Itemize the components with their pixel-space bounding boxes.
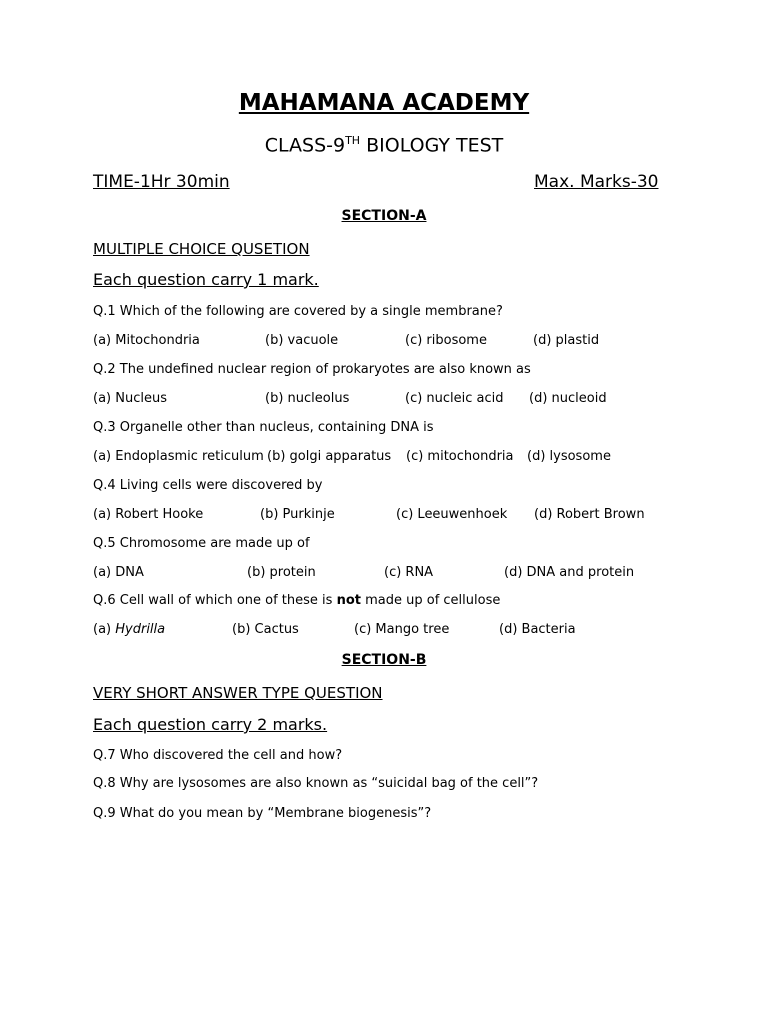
q2-option-c: (c) nucleic acid: [405, 391, 504, 406]
class-superscript: TH: [345, 134, 361, 147]
q1-option-c: (c) ribosome: [405, 333, 487, 348]
class-prefix: CLASS-9: [264, 134, 346, 157]
q4-option-b: (b) Purkinje: [260, 507, 335, 522]
test-title: [0, 134, 768, 156]
q2-option-d: (d) nucleoid: [529, 391, 607, 406]
section-b-title: SECTION-B: [341, 652, 427, 668]
q2-option-b: (b) nucleolus: [265, 391, 350, 406]
q4-option-a: (a) Robert Hooke: [93, 507, 204, 522]
q5-option-b: (b) protein: [247, 565, 316, 580]
q5-option-d: (d) DNA and protein: [504, 565, 635, 580]
q6-option-b: (b) Cactus: [232, 622, 299, 637]
q6-option-c: (c) Mango tree: [354, 622, 450, 637]
class-suffix: BIOLOGY TEST: [360, 134, 504, 157]
q4-option-d: (d) Robert Brown: [534, 507, 645, 522]
q4-option-c: (c) Leeuwenhoek: [396, 507, 508, 522]
question-7: Q.7 Who discovered the cell and how?: [93, 748, 343, 763]
section-b-type: VERY SHORT ANSWER TYPE QUESTION: [93, 684, 383, 702]
question-6: [93, 593, 500, 608]
question-9: Q.9 What do you mean by “Membrane biogenesis”?: [93, 806, 432, 821]
question-3: Q.3 Organelle other than nucleus, containing DNA is: [93, 420, 434, 435]
max-marks: Max. Marks-30: [534, 172, 659, 192]
section-a-title: SECTION-A: [341, 208, 427, 224]
q3-option-a: (a) Endoplasmic reticulum: [93, 449, 264, 464]
question-4: Q.4 Living cells were discovered by: [93, 478, 323, 493]
question-1: Q.1 Which of the following are covered by a single membrane?: [93, 304, 503, 319]
section-a-marks: Each question carry 1 mark.: [93, 270, 319, 289]
q3-option-d: (d) lysosome: [527, 449, 611, 464]
q6-option-a: [93, 622, 165, 637]
question-2: Q.2 The undefined nuclear region of prokaryotes are also known as: [93, 362, 531, 377]
q5-option-a: (a) DNA: [93, 565, 144, 580]
q6-option-d: (d) Bacteria: [499, 622, 576, 637]
school-name: MAHAMANA ACADEMY: [238, 90, 530, 116]
q3-option-c: (c) mitochondria: [406, 449, 514, 464]
question-5: Q.5 Chromosome are made up of: [93, 536, 310, 551]
q6-text-end: made up of cellulose: [360, 593, 501, 608]
section-b-marks: Each question carry 2 marks.: [93, 715, 328, 734]
q6-option-a-italic: Hydrilla: [115, 622, 166, 637]
q2-option-a: (a) Nucleus: [93, 391, 167, 406]
time-allowed: TIME-1Hr 30min: [93, 172, 230, 192]
q1-option-b: (b) vacuole: [265, 333, 339, 348]
q1-option-a: (a) Mitochondria: [93, 333, 200, 348]
q6-option-a-label: (a): [93, 622, 116, 637]
section-a-type: MULTIPLE CHOICE QUSETION: [93, 240, 310, 258]
q6-text-start: Q.6 Cell wall of which one of these is: [93, 593, 337, 608]
question-8: Q.8 Why are lysosomes are also known as “suicidal bag of the cell”?: [93, 776, 539, 791]
q3-option-b: (b) golgi apparatus: [267, 449, 392, 464]
q1-option-d: (d) plastid: [533, 333, 600, 348]
q5-option-c: (c) RNA: [384, 565, 434, 580]
q6-text-emphasis: not: [336, 593, 361, 608]
